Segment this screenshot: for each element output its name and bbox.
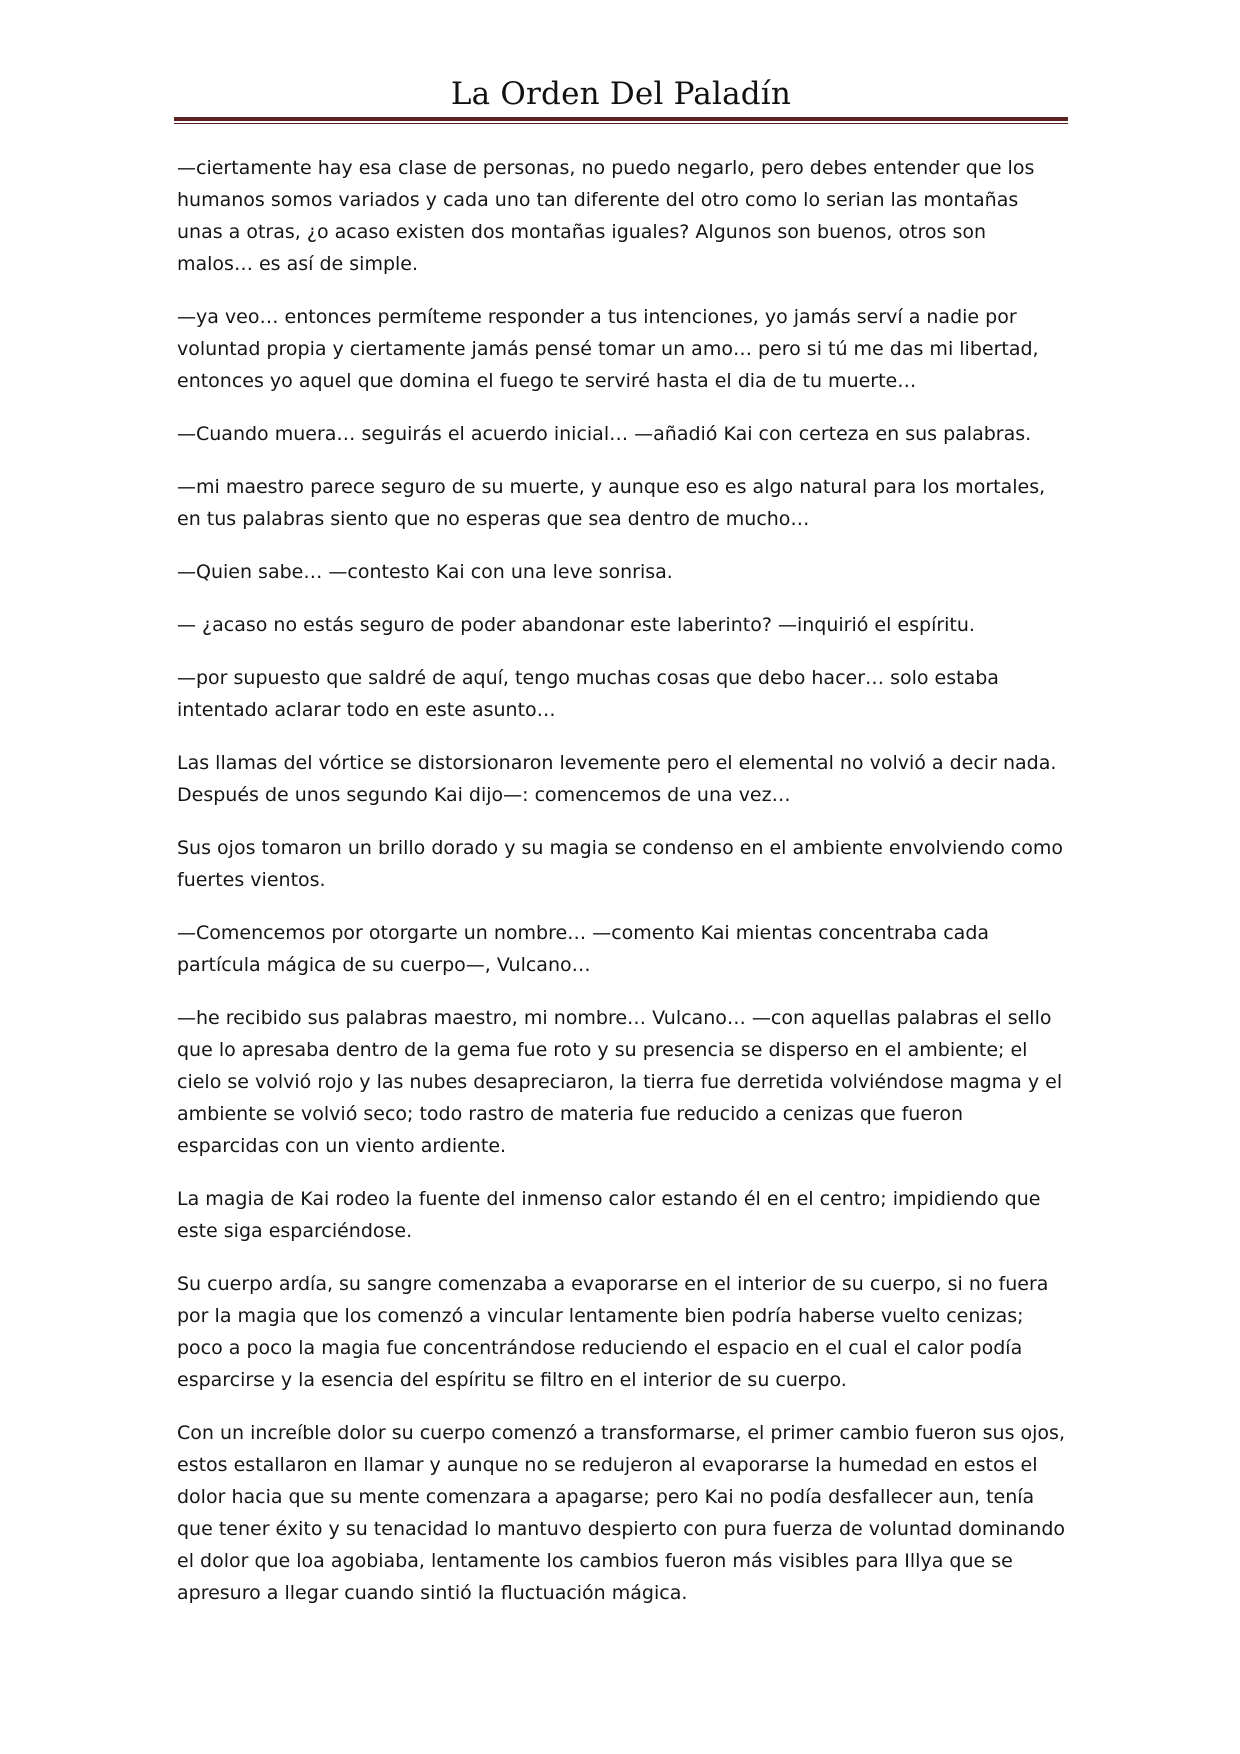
paragraph: — ¿acaso no estás seguro de poder abandonar este laberinto? —inquirió el espíritu. (177, 614, 975, 636)
body-text (177, 152, 1067, 1630)
paragraph: —mi maestro parece seguro de su muerte, y aunque eso es algo natural para los mortales, en tus palabras siento que no esperas que sea dentro de mucho… (177, 476, 1046, 530)
paragraph: —Quien sabe… —contesto Kai con una leve sonrisa. (177, 561, 673, 583)
paragraph: —por supuesto que saldré de aquí, tengo muchas cosas que debo hacer… solo estaba intentado aclarar todo en este asunto… (177, 667, 999, 721)
paragraph: La magia de Kai rodeo la fuente del inmenso calor estando él en el centro; impidiendo que este siga esparciéndose. (177, 1188, 1041, 1242)
paragraph: —Comencemos por otorgarte un nombre… —comento Kai mientas concentraba cada partícula mágica de su cuerpo—, Vulcano… (177, 922, 990, 976)
paragraph: —ciertamente hay esa clase de personas, no puedo negarlo, pero debes entender que los humanos somos variados y cada uno tan diferente del otro como lo serian las montañas unas a otras, ¿o acaso existen dos montañas iguales? Algunos son buenos, otros son malos… es así de simple. (177, 157, 1035, 275)
book-title: La Orden Del Paladín (450, 76, 792, 112)
paragraph: —he recibido sus palabras maestro, mi nombre… Vulcano… —con aquellas palabras el sello que lo apresaba dentro de la gema fue roto y su presencia se disperso en el ambiente; el cielo se volvió rojo y las nubes desapreciaron, la tierra fue derretida volviéndose magma y el ambiente se volvió seco; todo rastro de materia fue reducido a cenizas que fueron esparcidas con un viento ardiente. (177, 1007, 1063, 1157)
paragraph: —Cuando muera… seguirás el acuerdo inicial… —añadió Kai con certeza en sus palabras. (177, 423, 1032, 445)
paragraph: Su cuerpo ardía, su sangre comenzaba a evaporarse en el interior de su cuerpo, si no fuera por la magia que los comenzó a vincular lentamente bien podría haberse vuelto cenizas; poco a poco la magia fue concentrándose reduciendo el espacio en el cual el calor podía esparcirse y la esencia del espíritu se filtro en el interior de su cuerpo. (177, 1273, 1049, 1391)
header-rule (174, 117, 1068, 125)
paragraph: Con un increíble dolor su cuerpo comenzó a transformarse, el primer cambio fueron sus ojos, estos estallaron en llamar y aunque no se redujeron al evaporarse la humedad en estos el dolor hacia que su mente comenzara a apagarse; pero Kai no podía desfallecer aun, tenía que tener éxito y su tenacidad lo mantuvo despierto con pura fuerza de voluntad dominando el dolor que loa agobiaba, lentamente los cambios fueron más visibles para Illya que se apresuro a llegar cuando sintió la fluctuación mágica. (177, 1422, 1066, 1604)
header-rule-thin (174, 123, 1068, 124)
paragraph: Sus ojos tomaron un brillo dorado y su magia se condenso en el ambiente envolviendo como fuertes vientos. (177, 837, 1063, 891)
page-header (174, 68, 1068, 120)
paragraph: —ya veo… entonces permíteme responder a tus intenciones, yo jamás serví a nadie por voluntad propia y ciertamente jamás pensé tomar un amo… pero si tú me das mi libertad, entonces yo aquel que domina el fuego te serviré hasta el dia de tu muerte… (177, 306, 1039, 392)
paragraph: Las llamas del vórtice se distorsionaron levemente pero el elemental no volvió a decir nada. Después de unos segundo Kai dijo—: comencemos de una vez… (177, 752, 1057, 806)
header-rule-thick (174, 117, 1068, 121)
